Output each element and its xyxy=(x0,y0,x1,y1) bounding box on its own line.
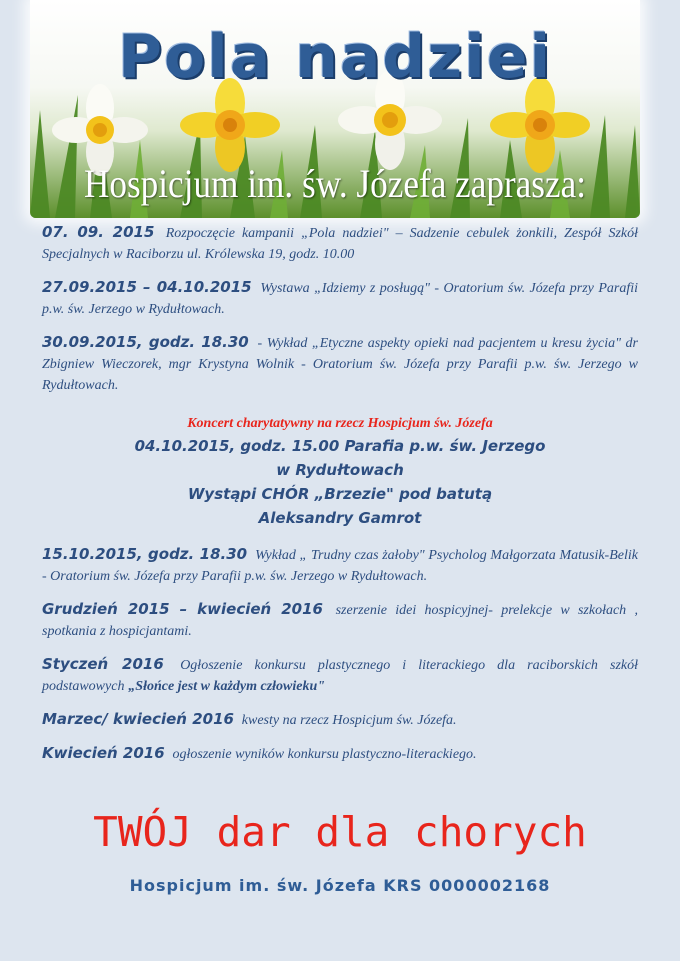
poster-subtitle: Hospicjum im. św. Józefa zaprasza: xyxy=(83,161,587,206)
event-date: Marzec/ kwiecień 2016 xyxy=(42,710,234,728)
header-banner xyxy=(30,0,640,218)
event-description: szerzenie idei hospicyjnej- prelekcje w szkołach , spotkania z hospicjantami. xyxy=(42,603,638,639)
concert-date-place xyxy=(42,434,638,458)
krs-footer: Hospicjum im. św. Józefa KRS 0000002168 xyxy=(129,876,551,895)
event-description: Wystawa „Idziemy z posługą" - Oratorium św. Józefa przy Parafii p.w. św. Jerzego w Rydułtowach. xyxy=(42,281,638,317)
event-date: 30.09.2015, godz. 18.30 xyxy=(42,333,249,351)
event-item xyxy=(42,599,638,642)
event-description: Wykład „ Trudny czas żałoby" Psycholog Małgorzata Matusik-Belik - Oratorium św. Józefa przy Parafii p.w. św. Jerzego w Rydułtowach. xyxy=(42,548,638,584)
concert-conductor: Aleksandry Gamrot xyxy=(258,509,422,527)
concert-announcement xyxy=(42,414,638,530)
event-description: Ogłoszenie konkursu plastycznego i literackiego dla raciborskich szkół podstawowych xyxy=(42,658,638,694)
concert-performer: Wystąpi CHÓR „Brzezie" pod batutą xyxy=(187,485,493,503)
event-item xyxy=(42,544,638,587)
event-date: 07. 09. 2015 xyxy=(42,223,155,241)
event-description: Rozpoczęcie kampanii „Pola nadziei" – Sadzenie cebulek żonkili, Zespół Szkół Specjalnych w Raciborzu ul. Królewska 19, godz. 10.00 xyxy=(42,226,638,262)
concert-place-town: w Rydułtowach xyxy=(276,461,404,479)
event-date: Kwiecień 2016 xyxy=(42,744,165,762)
event-date: 27.09.2015 – 04.10.2015 xyxy=(42,278,252,296)
concert-heading: Koncert charytatywny na rzecz Hospicjum św. Józefa xyxy=(187,416,493,431)
event-item xyxy=(42,222,638,265)
slogan: TWÓJ dar dla chorych xyxy=(93,808,587,856)
poster-title: Pola nadziei xyxy=(117,22,553,92)
event-item xyxy=(42,709,638,731)
event-date: Grudzień 2015 – kwiecień 2016 xyxy=(42,600,323,618)
event-date: Styczeń 2016 xyxy=(42,655,164,673)
event-list xyxy=(42,222,638,777)
event-item xyxy=(42,277,638,320)
concert-date: 04.10.2015, godz. 15.00 xyxy=(134,437,340,455)
event-description-bold: „Słońce jest w każdym człowieku" xyxy=(128,679,326,694)
event-description: kwesty na rzecz Hospicjum św. Józefa. xyxy=(241,713,457,728)
event-item xyxy=(42,743,638,765)
concert-place: Parafia p.w. św. Jerzego xyxy=(344,437,546,455)
event-date: 15.10.2015, godz. 18.30 xyxy=(42,545,248,563)
event-item xyxy=(42,654,638,697)
event-description: ogłoszenie wyników konkursu plastyczno-literackiego. xyxy=(172,747,477,762)
event-item xyxy=(42,332,638,396)
event-description: - Wykład „Etyczne aspekty opieki nad pacjentem u kresu życia" dr Zbigniew Wieczorek, mgr Krystyna Wolnik - Oratorium św. Józefa przy Parafii p.w. św. Jerzego w Rydułtowach. xyxy=(42,336,638,393)
